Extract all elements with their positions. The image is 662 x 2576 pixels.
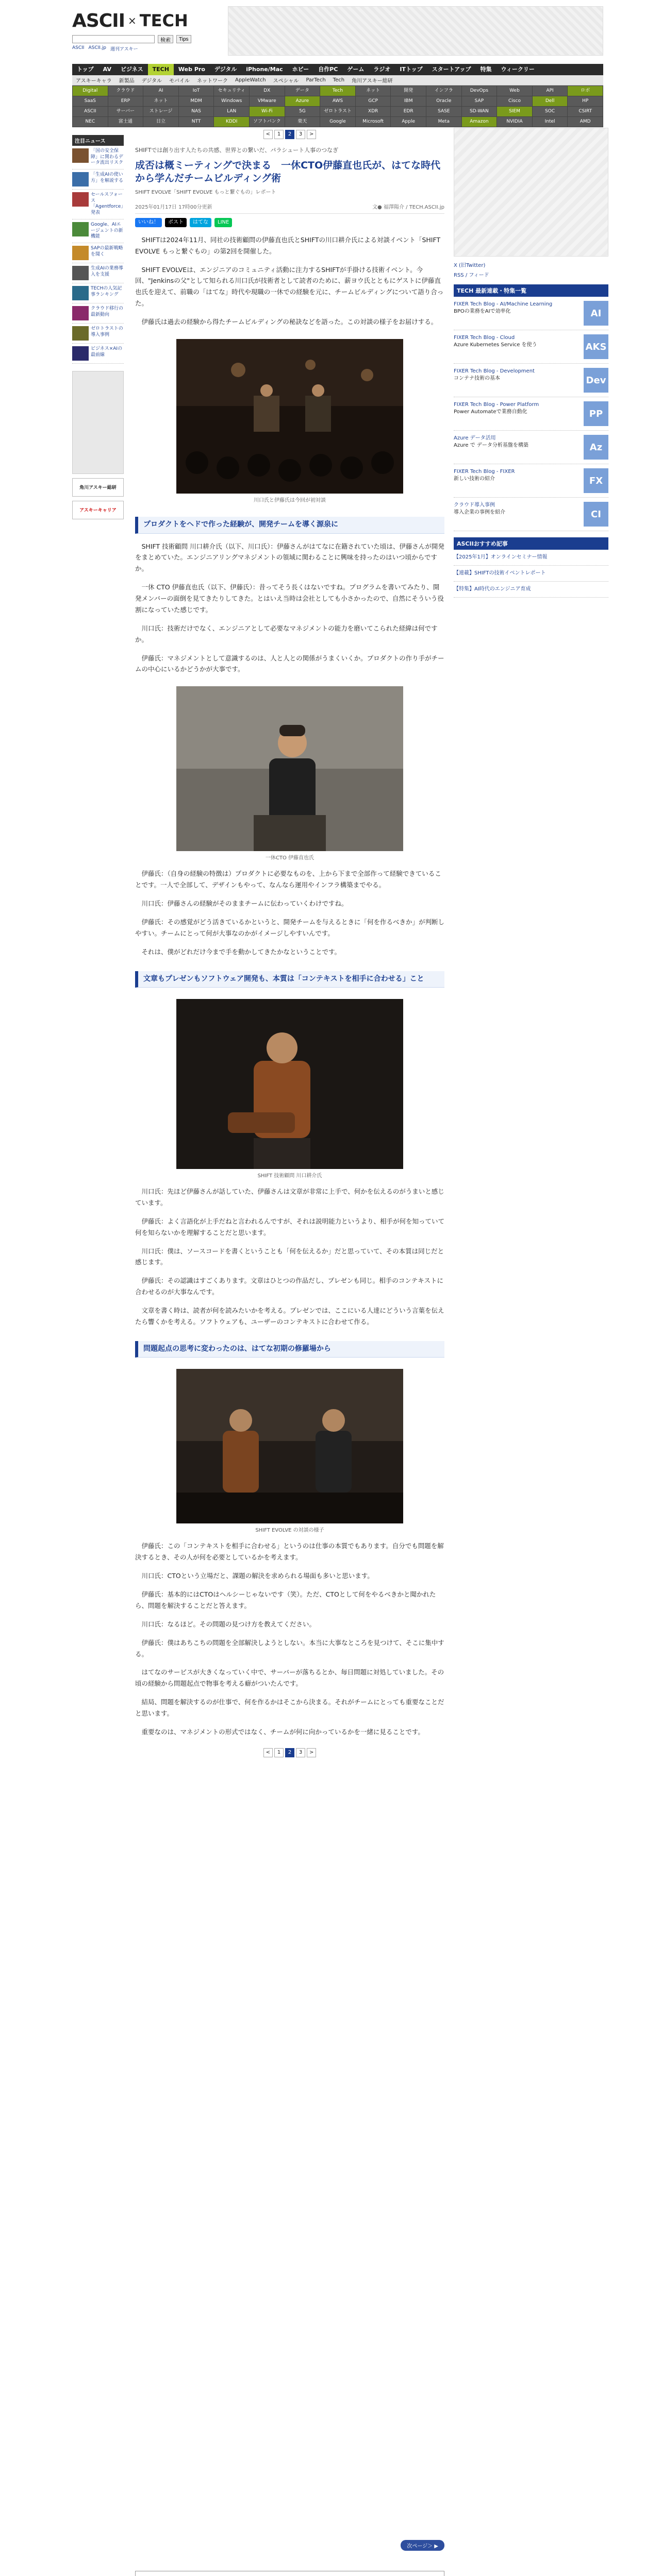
nav-category-item[interactable]: AWS xyxy=(320,96,355,106)
article-paragraph: はてなのサービスが大きくなっていく中で、サーバーが落ちるとか、毎日問題に対処していました。その頃の経験から問題起点で物事を考える癖がついたんです。 xyxy=(135,1668,444,1688)
article-kicker: SHIFTでは創り出す人たちの共感、世界との繋いだ、パラシュート人事のつなぎ xyxy=(135,147,339,154)
nav-category-item[interactable]: IBM xyxy=(391,96,426,106)
nav-primary-item[interactable]: ホビー xyxy=(292,66,309,73)
nav-secondary-item[interactable]: ネットワーク xyxy=(197,78,228,84)
news-thumbnail xyxy=(72,286,89,300)
hatena-bookmark-button[interactable]: はてな xyxy=(190,218,211,227)
page-link[interactable]: 3 xyxy=(296,130,305,139)
right-section-heading: TECH 最新連載・特集一覧 xyxy=(454,284,608,297)
nav-category-item[interactable]: NVIDIA xyxy=(497,117,532,127)
right-ad-banner[interactable] xyxy=(454,128,608,257)
nav-primary-item[interactable]: スタートアップ xyxy=(432,66,471,73)
nav-category-item[interactable]: ネット xyxy=(356,86,391,96)
left-news-item[interactable] xyxy=(72,344,124,364)
article-paragraph: 伊藤氏は過去の経験から得たチームビルディングの秘訣などを語った。この対談の様子をお届けする。 xyxy=(141,318,438,326)
nav-category-item[interactable]: Amazon xyxy=(462,117,497,127)
series-item[interactable] xyxy=(454,397,608,431)
nav-secondary-item[interactable]: ParTech xyxy=(306,77,326,83)
left-news-item[interactable] xyxy=(72,170,124,190)
nav-category-item[interactable]: Microsoft xyxy=(356,117,391,127)
news-title: 【特集】AI時代のエンジニア育成 xyxy=(454,586,531,592)
nav-category-item[interactable]: インフラ xyxy=(426,86,461,96)
article-paragraph: 重要なのは、マネジメントの形式ではなく、チームが何に向かっているかを一緒に見ることです。 xyxy=(141,1727,424,1736)
series-category: FIXER Tech Blog - AI/Machine Learning xyxy=(454,301,553,307)
line-share-button[interactable]: LINE xyxy=(214,218,232,227)
article-paragraph: 伊藤氏：基本的にはCTOはヘルシーじゃないです（笑）。ただ、CTOとして何をやるべきかと聞かれたら、問題を解決することだと答えます。 xyxy=(135,1590,436,1609)
series-item[interactable] xyxy=(454,297,608,330)
news-title: クラウド移行の最新動向 xyxy=(91,306,124,317)
share-buttons xyxy=(135,218,444,227)
nav-primary-item[interactable]: トップ xyxy=(77,66,94,73)
recommended-news-item[interactable] xyxy=(454,550,608,566)
series-item[interactable] xyxy=(454,498,608,531)
search-bar xyxy=(72,35,191,43)
nav-category-item[interactable]: IoT xyxy=(179,86,214,96)
article-paragraph: 伊藤氏：その感覚がどう活きているかというと、開発チームを与えるときに「何を作るべきか」が判断しやすい。チームにとって何が大事なのかがイメージしやすいんです。 xyxy=(135,918,445,937)
recommended-news-list xyxy=(454,550,608,598)
left-news-item[interactable] xyxy=(72,303,124,324)
series-item[interactable] xyxy=(454,431,608,464)
series-text xyxy=(454,368,580,393)
series-text xyxy=(454,301,580,326)
nav-category-item[interactable]: EDR xyxy=(391,107,426,116)
sub-link[interactable]: ASCII xyxy=(72,45,85,50)
nav-category-item[interactable]: Web xyxy=(497,86,532,96)
news-title: 【連載】SHIFTの技術イベントレポート xyxy=(454,570,546,576)
nav-primary-item[interactable]: iPhone/Mac xyxy=(246,66,283,73)
nav-category-item[interactable]: セキュリティ xyxy=(214,86,249,96)
section-heading: 文章もプレゼンもソフトウェア開発も、本質は「コンテキストを相手に合わせる」こと xyxy=(135,971,444,988)
article-paragraph: 結局、問題を解決するのが仕事で、何を作るかはそこから決まる。それがチームにとっても重要なことだと思います。 xyxy=(135,1698,444,1718)
facebook-like-button[interactable]: いいね！ xyxy=(135,218,162,227)
series-thumbnail: AKS xyxy=(584,334,608,359)
page-link[interactable]: 3 xyxy=(296,1748,305,1757)
article-paragraph: 伊藤氏：この「コンテキストを相手に合わせる」というのは仕事の本質でもあります。自分でも問題を解決するとき、その人が何を必要としているかを考えます。 xyxy=(135,1542,444,1562)
article-paragraph: 伊藤氏：僕はあちこちの問題を全部解決しようとしない。本当に大事なところを見つけて、そこに集中する。 xyxy=(135,1638,444,1658)
article-lede: SHIFT EVOLVE「SHIFT EVOLVE もっと繋ぐもの」レポート xyxy=(135,189,276,195)
news-thumbnail xyxy=(72,148,89,163)
nav-category-item[interactable]: AI xyxy=(143,86,178,96)
nav-secondary-item[interactable]: AppleWatch xyxy=(235,77,266,83)
series-title: 新しい技術の紹介 xyxy=(454,476,495,482)
article-paragraph: 伊藤氏：（自身の経験の特徴は）プロダクトに必要なものを、上から下まで全部作って経験できていることです。一人で全部して、デザインもやって、なんなら運用やインフラ構築までやる。 xyxy=(135,870,441,889)
nav-category-item[interactable]: Wi-Fi xyxy=(250,107,285,116)
sub-link[interactable]: 週刊アスキー xyxy=(110,47,138,52)
series-category: Azure データ活用 xyxy=(454,435,496,441)
news-title: ゼロトラストの導入事例 xyxy=(91,326,123,337)
series-title: 導入企業の事例を紹介 xyxy=(454,510,505,515)
logo-ascii-text: ASCII xyxy=(72,10,125,31)
article-paragraph: 川口氏：技術だけでなく、エンジニアとして必要なマネジメントの能力を磨いてこられた経緯は何ですか。 xyxy=(135,624,438,643)
series-category: FIXER Tech Blog - Cloud xyxy=(454,335,515,341)
nav-category-item[interactable]: 富士通 xyxy=(108,117,143,127)
series-title: Azure Kubernetes Service を使う xyxy=(454,342,537,348)
page-link[interactable]: 1 xyxy=(274,130,284,139)
nav-primary-item[interactable]: 自作PC xyxy=(318,66,338,73)
left-sidebar-heading: 注目ニュース xyxy=(72,135,124,146)
nav-category-item[interactable]: KDDI xyxy=(214,117,249,127)
photo-caption: SHIFT EVOLVE の対談の様子 xyxy=(255,1528,324,1534)
news-title: 「生成AIの使い方」を解説する xyxy=(91,172,124,183)
left-news-item[interactable] xyxy=(72,324,124,344)
series-text xyxy=(454,502,580,527)
series-category: クラウド導入事例 xyxy=(454,502,495,508)
series-text xyxy=(454,334,580,359)
series-category: FIXER Tech Blog - FIXER xyxy=(454,469,515,474)
global-nav xyxy=(72,64,603,127)
series-thumbnail: Dev xyxy=(584,368,608,393)
nav-primary-item[interactable]: ラジオ xyxy=(373,66,391,73)
nav-category-item[interactable]: ネット xyxy=(143,96,178,106)
series-text xyxy=(454,468,580,493)
news-title: 「国の安全保障」に関わるデータ流出リスク xyxy=(91,148,124,166)
nav-category-item[interactable]: GCP xyxy=(356,96,391,106)
left-banner-career[interactable]: アスキーキャリア xyxy=(72,501,124,519)
speaker-photo-illustration xyxy=(176,686,403,851)
article-meta xyxy=(135,202,444,214)
series-thumbnail: FX xyxy=(584,468,608,493)
article-paragraph: それは、僕がどれだけ今まで手を動かしてきたかなということです。 xyxy=(141,947,341,956)
nav-category-item[interactable]: NTT xyxy=(179,117,214,127)
news-thumbnail xyxy=(72,246,89,260)
series-thumbnail: CI xyxy=(584,502,608,527)
logo-x-text: × xyxy=(128,14,137,27)
nav-category-item[interactable]: 5G xyxy=(285,107,320,116)
nav-category-item[interactable]: SOC xyxy=(533,107,568,116)
left-sidebar xyxy=(72,135,124,519)
nav-secondary-item[interactable]: 角川アスキー総研 xyxy=(352,78,393,84)
news-thumbnail xyxy=(72,266,89,280)
nav-category-item[interactable]: HP xyxy=(568,96,603,106)
news-thumbnail xyxy=(72,326,89,341)
tips-button[interactable]: Tips xyxy=(176,35,191,43)
right-sidebar xyxy=(454,128,608,598)
news-title: TECHの人気記事ランキング xyxy=(91,285,122,297)
nav-category-item[interactable]: Tech xyxy=(320,86,355,96)
nav-category-item[interactable]: 開発 xyxy=(391,86,426,96)
news-title: SAPの最新戦略を聞く xyxy=(91,245,123,257)
article-photo-kawaguchi[interactable] xyxy=(176,999,403,1169)
x-follow-link[interactable]: X (旧Twitter) xyxy=(454,263,486,268)
nav-category-item[interactable]: VMware xyxy=(250,96,285,106)
nav-primary-item[interactable]: ビジネス xyxy=(120,66,143,73)
left-news-item[interactable] xyxy=(72,243,124,263)
nav-secondary xyxy=(72,75,603,86)
article-paragraph: 川口氏：僕は、ソースコードを書くということも「何を伝えるか」だと思っていて、その本質は同じだと感じます。 xyxy=(135,1247,444,1266)
nav-category-item[interactable]: SASE xyxy=(426,107,461,116)
nav-category-item[interactable]: 楽天 xyxy=(285,117,320,127)
news-thumbnail xyxy=(72,222,89,236)
left-news-item[interactable] xyxy=(72,146,124,170)
social-links xyxy=(454,261,608,278)
series-title: BPOの業務をAIで効率化 xyxy=(454,309,511,314)
news-title: 【2025年1月】オンラインセミナー情報 xyxy=(454,554,548,560)
recommend-box xyxy=(135,2571,444,2576)
nav-primary-item[interactable]: AV xyxy=(103,66,111,73)
series-thumbnail: Az xyxy=(584,435,608,460)
rss-link[interactable]: RSS / フィード xyxy=(454,273,489,278)
nav-category-item[interactable]: ロボ xyxy=(568,86,603,96)
nav-category-item[interactable]: Cisco xyxy=(497,96,532,106)
nav-category-item[interactable]: SIEM xyxy=(497,107,532,116)
nav-category-item[interactable]: SAP xyxy=(462,96,497,106)
news-thumbnail xyxy=(72,172,89,187)
nav-primary-item[interactable]: 特集 xyxy=(480,66,492,73)
nav-secondary-item[interactable]: Tech xyxy=(333,77,345,83)
photo-caption: 一休CTO 伊藤直也氏 xyxy=(265,855,315,861)
logo-tech-text: TECH xyxy=(139,11,188,30)
left-news-item[interactable] xyxy=(72,219,124,243)
series-text xyxy=(454,401,580,426)
nav-secondary-item[interactable]: 新製品 xyxy=(119,78,135,84)
next-page-button[interactable]: 次ページ＞ ▶ xyxy=(401,2540,444,2551)
nav-secondary-item[interactable]: デジタル xyxy=(141,78,162,84)
recommended-news-item[interactable] xyxy=(454,582,608,598)
article-paragraph: SHIFTは2024年11月、同社の技術顧問の伊藤直也氏とSHIFTの川口耕介氏による対談イベント「SHIFT EVOLVE もっと繋ぐもの」の第2回を開催した。 xyxy=(135,235,441,255)
nav-category-item[interactable]: XDR xyxy=(356,107,391,116)
nav-category-item[interactable]: ソフトバンク xyxy=(250,117,285,127)
page-link[interactable]: > xyxy=(307,130,316,139)
series-title: Azure で データ分析基盤を構築 xyxy=(454,443,528,448)
nav-primary-item[interactable]: Web Pro xyxy=(178,66,205,73)
series-thumbnail: PP xyxy=(584,401,608,426)
news-thumbnail xyxy=(72,346,89,361)
sub-link[interactable]: ASCII.jp xyxy=(88,45,107,50)
x-post-button[interactable]: ポスト xyxy=(165,218,187,227)
section-heading: プロダクトをヘドで作った経験が、開発チームを導く源泉に xyxy=(135,517,444,534)
left-news-list xyxy=(72,146,124,364)
article-paragraph: 一休 CTO 伊藤直也氏（以下、伊藤氏）：昔ってそう長くはないですね。プログラムを書いてみたり、開発メンバーの面倒を見てきたりしてきた。とはいえ当時は会社としても小さかったので、自然にそういう役割になっていた感じです。 xyxy=(135,583,444,614)
nav-category-item[interactable]: DevOps xyxy=(462,86,497,96)
nav-category-item[interactable]: MDM xyxy=(179,96,214,106)
article-paragraph xyxy=(135,541,444,575)
nav-category-item[interactable]: SD-WAN xyxy=(462,107,497,116)
nav-primary-item[interactable]: TECH xyxy=(148,64,174,75)
article-paragraph: 川口氏：CTOという立場だと、課題の解決を求められる場面も多いと思います。 xyxy=(141,1572,374,1580)
nav-category-item[interactable]: データ xyxy=(285,86,320,96)
article-photo-ito[interactable] xyxy=(176,686,403,851)
site-logo[interactable] xyxy=(72,9,188,32)
speaker-line: SHIFT 技術顧問 川口耕介氏（以下、川口氏）：伊藤さんがはてなに在籍されていた頃は、伊藤さんが開発をまとめていた。エンジニアリングマネジメントの領域に関わることに興味を持ったのはいつ頃からですか。 xyxy=(135,542,444,573)
news-title: ビジネス×AIの最前線 xyxy=(91,346,123,358)
left-news-item[interactable] xyxy=(72,190,124,219)
nav-category-item[interactable]: CSIRT xyxy=(568,107,603,116)
nav-category-item[interactable]: Dell xyxy=(533,96,568,106)
series-item[interactable] xyxy=(454,464,608,498)
left-news-item[interactable] xyxy=(72,263,124,283)
speaker-photo-illustration xyxy=(176,999,403,1169)
recommended-news-item[interactable] xyxy=(454,566,608,582)
nav-secondary-item[interactable]: モバイル xyxy=(169,78,190,84)
nav-primary-item[interactable]: ウィークリー xyxy=(501,66,535,73)
nav-category-item[interactable]: Intel xyxy=(533,117,568,127)
nav-category-item[interactable]: ERP xyxy=(108,96,143,106)
nav-category-item[interactable]: 日立 xyxy=(143,117,178,127)
series-item[interactable] xyxy=(454,330,608,364)
section-heading: 問題起点の思考に変わったのは、はてな初期の修羅場から xyxy=(135,1341,444,1358)
nav-category-item[interactable]: ストレージ xyxy=(143,107,178,116)
page-link[interactable]: 2 xyxy=(285,130,294,139)
article-paragraph: 川口氏：先ほど伊藤さんが話していた、伊藤さんは文章が非常に上手で、何かを伝えるのがうまいと感じています。 xyxy=(135,1188,444,1207)
nav-category-item[interactable]: NEC xyxy=(73,117,108,127)
series-category: FIXER Tech Blog - Power Platform xyxy=(454,402,539,408)
nav-category-item[interactable]: NAS xyxy=(179,107,214,116)
nav-category-item[interactable]: ASCII xyxy=(73,107,108,116)
nav-category-item[interactable]: Google xyxy=(320,117,355,127)
article-paragraph: SHIFT EVOLVEは、エンジニアのコミュニティ活動に注力するSHIFTが手掛ける技術イベント。今回、"Jenkinsの父"として知られる川口氏が技術者として読者のために、薪ヨウ氏とともにゲストに伊藤直也氏を迎えて、前職の「はてな」時代や現職の一休での経験を元に、チームビルディングについて語り合った。 xyxy=(135,265,444,308)
news-thumbnail xyxy=(72,306,89,320)
page-link[interactable]: 1 xyxy=(274,1748,284,1757)
article-paragraph: 伊藤氏：マネジメントとして意識するのは、人と人との関係がうまくいくか。プロダクトの作り手がチームの中心にいるかどうかが大事です。 xyxy=(135,654,444,673)
nav-primary-item[interactable]: ITトップ xyxy=(400,66,423,73)
left-banner-ascii-research[interactable]: 角川アスキー総研 xyxy=(72,478,124,497)
page-link[interactable]: 2 xyxy=(285,1748,294,1757)
series-item[interactable] xyxy=(454,364,608,397)
search-input[interactable] xyxy=(72,35,155,43)
nav-category-item[interactable]: Azure xyxy=(285,96,320,106)
right-section-heading: ASCIIおすすめ記事 xyxy=(454,537,608,550)
nav-category-item[interactable]: Windows xyxy=(214,96,249,106)
nav-category-item[interactable]: Digital xyxy=(73,86,108,96)
news-title: 生成AIの業務導入を支援 xyxy=(91,265,123,277)
news-title: セールスフォース「Agentforce」発表 xyxy=(91,192,126,216)
nav-category-item[interactable]: SaaS xyxy=(73,96,108,106)
article-paragraph: 川口氏：なるほど。その問題の見つけ方を教えてください。 xyxy=(141,1620,316,1628)
nav-category-item[interactable]: ゼロトラスト xyxy=(320,107,355,116)
article-paragraph: 伊藤氏：よく言語化が上手だねと言われるんですが、それは説明能力というより、相手が何を知っていて何を知らないかを理解することだと思います。 xyxy=(135,1217,445,1236)
nav-secondary-item[interactable]: スペシャル xyxy=(273,78,299,84)
news-title: Google、AIエージェントの新機能 xyxy=(91,222,123,240)
article-paragraph: 川口氏：伊藤さんの経験がそのままチームに伝わっていくわけですね。 xyxy=(141,900,348,907)
header-ad-banner[interactable] xyxy=(228,6,603,56)
series-title: コンテナ技術の基本 xyxy=(454,376,500,381)
series-text xyxy=(454,435,580,460)
page-link[interactable]: > xyxy=(307,1748,316,1757)
series-thumbnail: AI xyxy=(584,301,608,326)
page-link[interactable]: < xyxy=(263,1748,273,1757)
header-sub-links xyxy=(72,45,138,52)
nav-category-item[interactable]: Meta xyxy=(426,117,461,127)
nav-primary-item[interactable]: ゲーム xyxy=(347,66,365,73)
left-ad-banner[interactable] xyxy=(72,371,124,474)
article-photo-stage[interactable] xyxy=(176,339,403,494)
dialogue-photo-illustration xyxy=(176,1369,403,1523)
article-title: 成否は概ミーティングで決まる 一休CTO伊藤直也氏が、はてな時代から学んだチームビルディング術 xyxy=(135,159,441,184)
stage-photo-illustration xyxy=(176,339,403,494)
nav-category-grid xyxy=(72,86,603,127)
nav-primary-item[interactable]: デジタル xyxy=(214,66,237,73)
nav-category-item[interactable]: API xyxy=(533,86,568,96)
nav-primary xyxy=(72,64,603,75)
article-paragraph: 伊藤氏：その認識はすごくあります。文章はひとつの作品だし、プレゼンも同じ。相手のコンテキストに合わせるのが大事なんです。 xyxy=(135,1277,444,1296)
nav-secondary-item[interactable]: アスキーキャラ xyxy=(76,78,112,84)
article-photo-dialogue[interactable] xyxy=(176,1369,403,1523)
series-category: FIXER Tech Blog - Development xyxy=(454,368,535,374)
nav-category-item[interactable]: LAN xyxy=(214,107,249,116)
article-author: 文● 福澤陽介 / TECH.ASCII.jp xyxy=(372,204,444,210)
nav-category-item[interactable]: DX xyxy=(250,86,285,96)
nav-category-item[interactable]: Oracle xyxy=(426,96,461,106)
photo-caption: SHIFT 技術顧問 川口耕介氏 xyxy=(257,1173,322,1179)
article-footer-area xyxy=(135,2544,444,2576)
series-list xyxy=(454,297,608,531)
page-link[interactable]: < xyxy=(263,130,273,139)
pagination-top xyxy=(135,130,444,139)
site-header xyxy=(72,6,603,63)
article-paragraph: 文章を書く時は、読者が何を読みたいかを考える。プレゼンでは、ここにいる人達にどういう言葉を伝えたら響くかを考える。ソフトウェアも、ユーザーのコンテキストに合わせて作る。 xyxy=(135,1307,444,1326)
nav-category-item[interactable]: AMD xyxy=(568,117,603,127)
pagination-bottom xyxy=(135,1748,444,1757)
search-button[interactable]: 検索 xyxy=(158,35,173,43)
article xyxy=(135,128,444,1765)
nav-category-item[interactable]: クラウド xyxy=(108,86,143,96)
news-thumbnail xyxy=(72,192,89,207)
nav-category-item[interactable]: Apple xyxy=(391,117,426,127)
article-date: 2025年01月17日 17時00分更新 xyxy=(135,204,212,210)
left-news-item[interactable] xyxy=(72,283,124,303)
photo-caption: 川口氏と伊藤氏は今回が初対談 xyxy=(254,497,326,503)
nav-category-item[interactable]: サーバー xyxy=(108,107,143,116)
series-title: Power Automateで業務自動化 xyxy=(454,409,527,415)
